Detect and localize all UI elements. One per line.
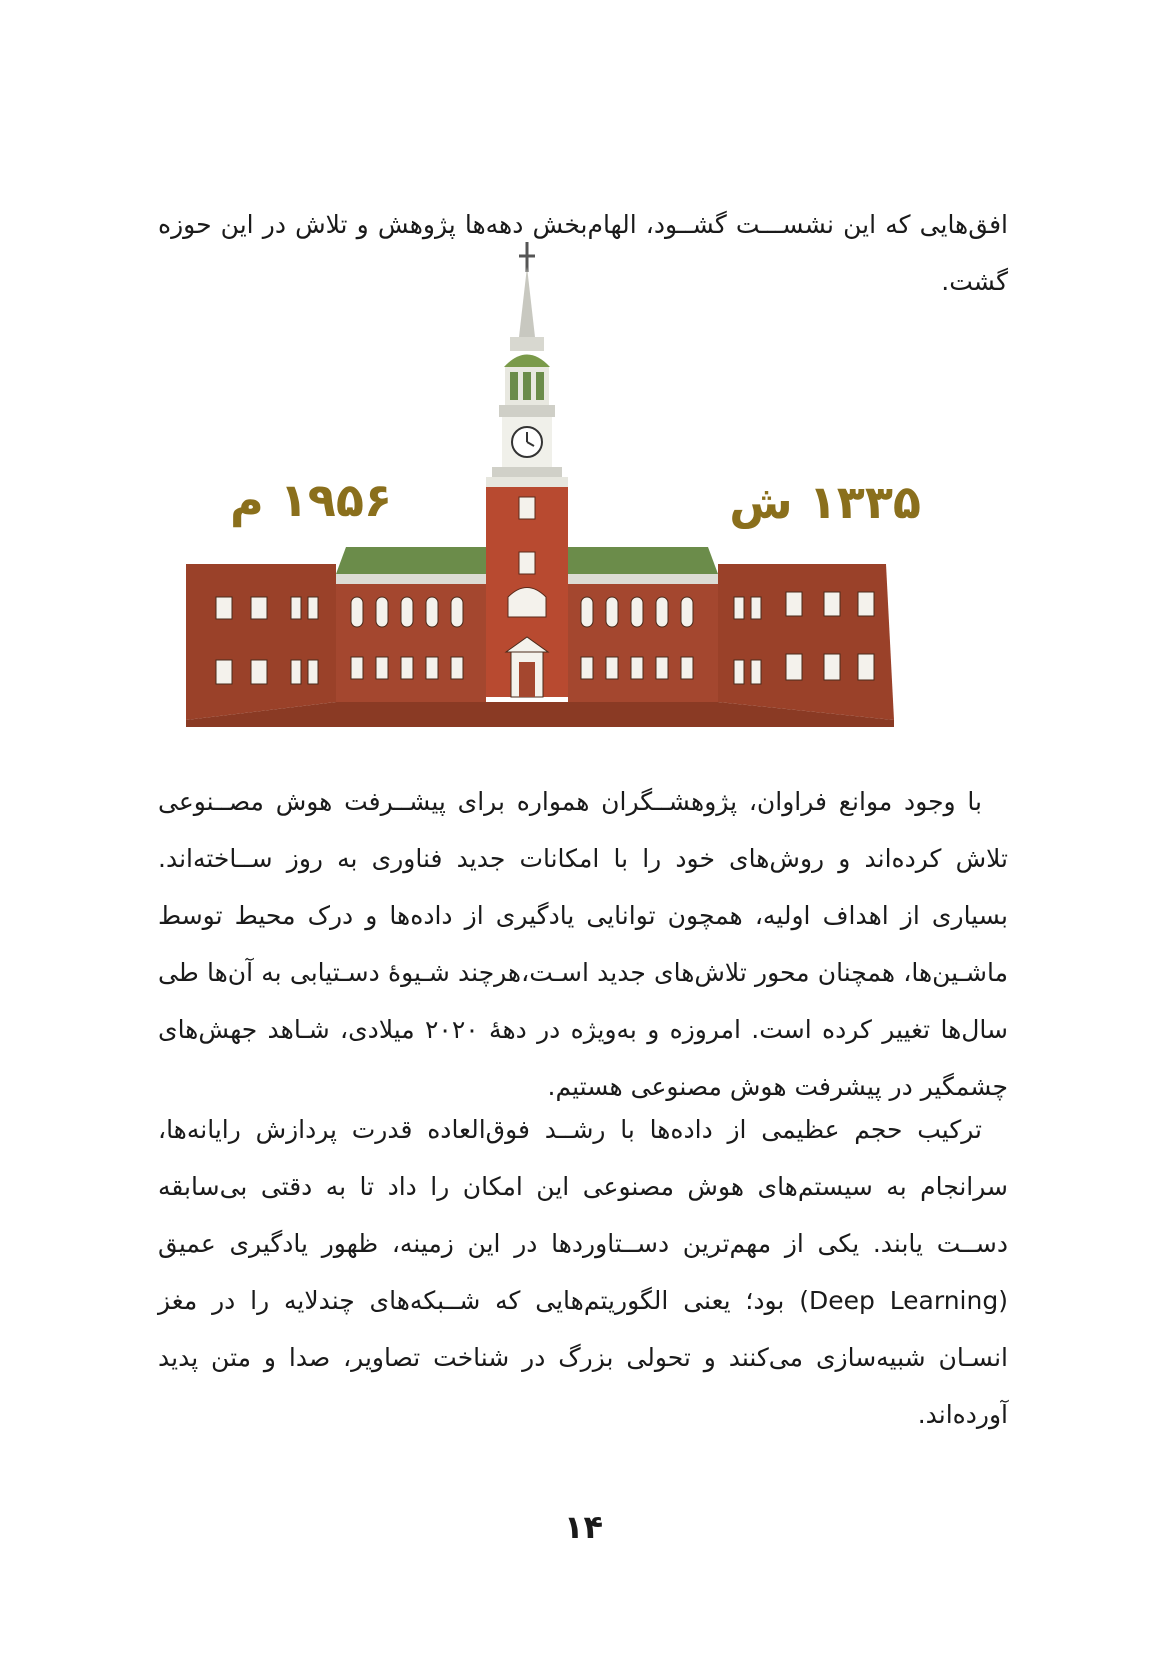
page-number: ۱۴: [563, 1508, 604, 1546]
body-paragraph-2: ترکیب حجم عظیمی از داده‌ها با رشــد فوق‌العاده قدرت پردازش رایانه‌ها، سرانجام به سیستم‌های هوش مصنوعی این امکان را داد تا به دقتی بی‌سابقه دســت یابند. یکی از مهم‌ترین دســتاوردها در این زمینه، ظهور یادگیری عمیق (Deep Learning) بود؛ یعنی الگوریتم‌هایی که شــبکه‌های چندلایه را در مغز انسـان شبیه‌سازی می‌کنند و تحولی بزرگ در شناخت تصاویر، صدا و متن پدید آورده‌اند.: [158, 1115, 1008, 1429]
year-label-gregorian: ۱۹۵۶ م: [230, 473, 393, 527]
body-paragraph-1: با وجود موانع فراوان، پژوهشــگران همواره برای پیشــرفت هوش مصــنوعی تلاش کرده‌اند و روش‌های خود را با امکانات جدید فناوری به روز ســاخته‌اند. بسیاری از اهداف اولیه، همچون توانایی یادگیری از داده‌ها و درک محیط توسط ماشـین‌ها، همچنان محور تلاش‌های جدید اسـت،هرچند شـیوهٔ دسـتیابی به آن‌ها طی سال‌ها تغییر کرده است. امروزه و به‌ویژه در دههٔ ۲۰۲۰ میلادی، شـاهد جهش‌های چشمگیر در پیشرفت هوش مصنوعی هستیم.: [158, 787, 1008, 1101]
intro-paragraph: افق‌هایی که این نشســـت گشــود، الهام‌بخش دهه‌ها پژوهش و تلاش در این حوزه گشت.: [158, 210, 1008, 296]
year-label-shamsi: ۱۳۳۵ ش: [729, 475, 921, 529]
